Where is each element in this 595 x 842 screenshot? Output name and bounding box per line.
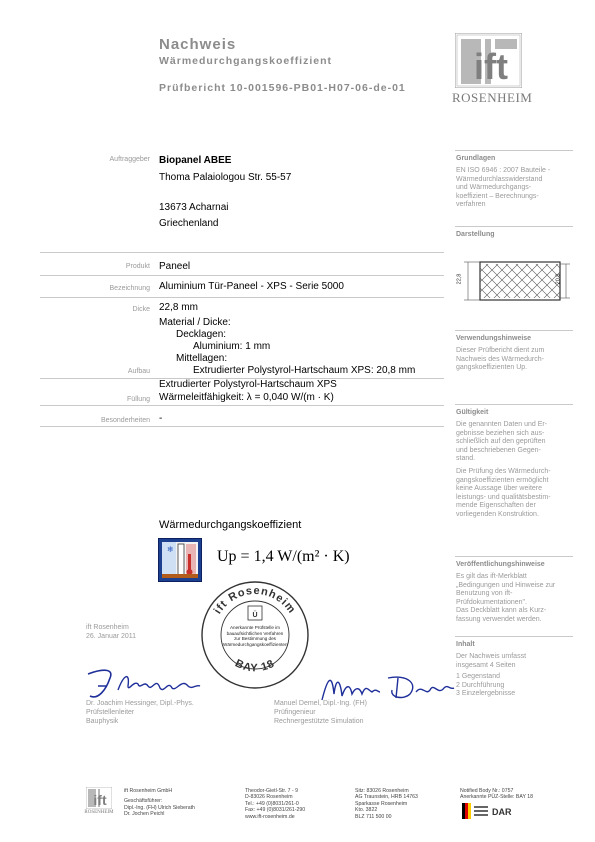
footer-address: Theodor-Gietl-Str. 7 - 9 D-83026 Rosenheim Tel.: +49 (0)8031/261-0 Fax: +49 (0)8031/261-290 www.ift-rosenheim.de xyxy=(245,788,306,820)
thickness-value: 22,8 mm xyxy=(159,302,198,313)
sidebar-heading-verwendung: Verwendungshinweise xyxy=(456,335,532,342)
aufbau-line: Material / Dicke: xyxy=(159,317,231,328)
sidebar-veroeffentlichung-text: Es gilt das ift-Merkblatt „Bedingungen und Hinweise zur Benutzung von ift- Prüfdokumentationen". Das Deckblatt kann als Kurz- fassung verwendet werden. xyxy=(456,573,556,623)
product-value: Paneel xyxy=(159,261,191,272)
client-country: Griechenland xyxy=(159,218,219,229)
label-aufbau: Aufbau xyxy=(127,368,150,375)
sidebar-heading-inhalt: Inhalt xyxy=(456,641,475,648)
label-bezeichnung: Bezeichnung xyxy=(109,285,150,292)
divider xyxy=(40,297,444,298)
footer-notified-body: Notified Body Nr.: 0757 Anerkannte PÜZ-Stelle: BAY 18 xyxy=(460,788,534,801)
place: ift Rosenheim xyxy=(86,624,129,631)
signer-left-role: Prüfstellenleiter xyxy=(86,709,135,716)
thermal-window-icon xyxy=(158,538,202,582)
footer-company: ift Rosenheim GmbH Geschäftsführer: Dipl.-Ing. (FH) Ulrich Sieberath Dr. Jochen Peichl xyxy=(124,788,195,818)
label-auftraggeber: Auftraggeber xyxy=(109,156,150,163)
label-besonderheiten: Besonderheiten xyxy=(100,417,150,424)
divider xyxy=(40,405,444,406)
logo-city: ROSENHEIM xyxy=(452,90,533,105)
signer-right-dept: Rechnergestützte Simulation xyxy=(274,718,364,725)
divider xyxy=(40,426,444,427)
designation-value: Aluminium Tür-Paneel - XPS - Serie 5000 xyxy=(159,281,344,292)
stamp-bottom-text: BAY 18 xyxy=(233,657,277,675)
document-subtitle: Wärmedurchgangskoeffizient xyxy=(159,55,333,67)
stamp-top-text: ift Rosenheim xyxy=(211,584,298,617)
aufbau-line: Extrudierter Polystyrol-Hartschaum XPS: 20,8 mm xyxy=(193,365,416,376)
aufbau-line: Aluminium: 1 mm xyxy=(193,341,271,352)
sidebar-inhalt-text: Der Nachweis umfasst insgesamt 4 Seiten 1 Gegenstand 2 Durchführung 3 Einzelergebnisse xyxy=(456,653,527,698)
divider xyxy=(40,252,444,253)
sidebar-heading-veroeffentlichung: Veröffentlichungshinweise xyxy=(456,561,545,568)
sidebar-grundlagen-text: EN ISO 6946 : 2007 Bauteile - Wärmedurchlasswiderstand und Wärmedurchgangs- koeffizient – Berechnungs- verfahren xyxy=(456,167,551,209)
signer-right-role: Prüfingenieur xyxy=(274,709,316,716)
svg-text:BAY 18 xyxy=(233,657,277,674)
sidebar-divider xyxy=(455,330,573,331)
footer-logo-text: ift xyxy=(93,792,107,808)
u-value-formula: Up = 1,4 W/(m² · K) xyxy=(217,548,350,565)
svg-text:❄: ❄ xyxy=(167,545,174,554)
accreditation-logo xyxy=(462,803,532,819)
signer-left-dept: Bauphysik xyxy=(86,718,119,725)
client-street: Thoma Palaiologou Str. 55-57 xyxy=(159,172,292,183)
date: 26. Januar 2011 xyxy=(86,633,137,640)
aufbau-line: Decklagen: xyxy=(176,329,227,340)
signer-right-name: Manuel Demel, Dipl.-Ing. (FH) xyxy=(274,700,367,707)
dim-inner-label: 20,8 xyxy=(555,273,562,285)
logo-text: ift xyxy=(474,46,508,87)
sidebar-divider xyxy=(455,150,573,151)
aufbau-line: Mittellagen: xyxy=(176,353,228,364)
filling-material: Extrudierter Polystyrol-Hartschaum XPS xyxy=(159,379,337,390)
special-value: - xyxy=(159,413,163,424)
footer-logo xyxy=(86,787,112,809)
svg-text:Ü: Ü xyxy=(252,612,258,619)
client-name: Biopanel ABEE xyxy=(159,155,232,166)
sidebar-divider xyxy=(455,556,573,557)
footer-logo-city: ROSENHEIM xyxy=(84,810,114,815)
sidebar-heading-gueltigkeit: Gültigkeit xyxy=(456,409,489,416)
label-produkt: Produkt xyxy=(125,263,150,270)
divider xyxy=(40,275,444,276)
filling-conductivity: Wärmeleitfähigkeit: λ = 0,040 W/(m · K) xyxy=(159,392,334,403)
footer-registration: Sitz: 83026 Rosenheim AG Traunstein, HRB 14763 Sparkasse Rosenheim Kto. 3822 BLZ 711 500 00 xyxy=(355,788,418,820)
sidebar-divider xyxy=(455,226,573,227)
stamp-center-text: Anerkannte Prüfstelle im bauaufsichtlichen Verfahren zur Bestimmung des Wärmedurchgangskoeffizienten xyxy=(223,625,288,647)
sidebar-heading-grundlagen: Grundlagen xyxy=(456,155,496,162)
sidebar-divider xyxy=(455,636,573,637)
sidebar-gueltigkeit-text: Die genannten Daten und Er- gebnisse beziehen sich aus- schließlich auf den geprüften und beschriebenen Gegen- stand. Die Prüfung des Wärmedurch- gangskoeffizienten ermöglicht keine Aussage über weitere leistungs- und qualitätsbestim- mende Eigenschaften der vorliegenden Konstruktion. xyxy=(456,421,551,518)
label-dicke: Dicke xyxy=(132,306,150,313)
svg-text:DAR: DAR xyxy=(492,807,512,817)
sidebar-divider xyxy=(455,404,573,405)
signer-left-name: Dr. Joachim Hessinger, Dipl.-Phys. xyxy=(86,700,194,707)
client-zip-city: 13673 Acharnai xyxy=(159,202,229,213)
sidebar-verwendung-text: Dieser Prüfbericht dient zum Nachweis des Wärmedurch- gangskoeffizienten Up. xyxy=(456,347,545,372)
dim-outer-label: 22,8 xyxy=(456,273,463,285)
sidebar-heading-darstellung: Darstellung xyxy=(456,231,495,238)
ift-logo xyxy=(455,33,522,88)
document-title: Nachweis xyxy=(159,36,237,53)
label-fuellung: Füllung xyxy=(127,396,150,403)
report-number: Prüfbericht 10-001596-PB01-H07-06-de-01 xyxy=(159,82,406,94)
result-title: Wärmedurchgangskoeffizient xyxy=(159,519,302,531)
